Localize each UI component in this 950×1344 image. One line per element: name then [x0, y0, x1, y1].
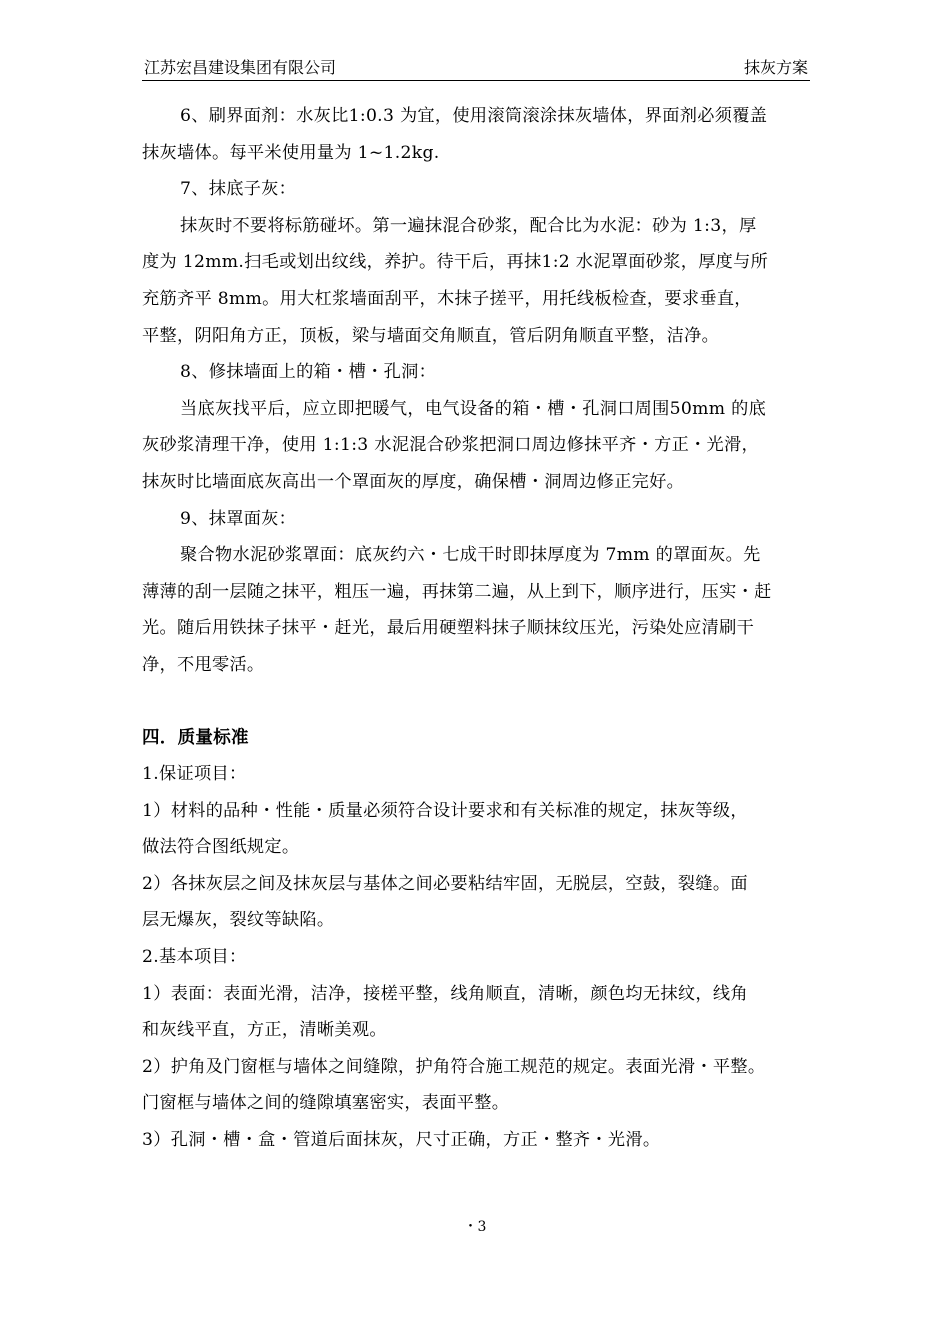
text-line: 抹灰时不要将标筋碰坏。第一遍抹混合砂浆，配合比为水泥：砂为 1:3，厚: [180, 215, 757, 236]
section-gap: [142, 684, 814, 720]
text-line: 9、抹罩面灰：: [180, 508, 297, 529]
page-number: ・3: [463, 1219, 487, 1235]
text-line: 6、刷界面剂：水灰比1:0.3 为宜，使用滚筒滚涂抹灰墙体，界面剂必须覆盖: [180, 106, 768, 126]
text-line: 当底灰找平后，应立即把暖气，电气设备的箱・槽・孔洞口周围50mm 的底: [180, 398, 767, 419]
section-line: 门窗框与墙体之间的缝隙填塞密实，表面平整。: [142, 1093, 510, 1114]
page-content: [142, 98, 814, 1159]
section-line: 和灰线平直，方正，清晰美观。: [142, 1020, 387, 1041]
text-line: 抹灰时比墙面底灰高出一个罩面灰的厚度，确保槽・洞周边修正完好。: [142, 471, 685, 492]
section-title: 四．质量标准: [142, 727, 249, 748]
text-line: 平整，阴阳角方正，顶板，梁与墙面交角顺直，管后阴角顺直平整，洁净。: [142, 325, 720, 346]
section-body: [142, 756, 814, 1159]
section-line: 2）护角及门窗框与墙体之间缝隙，护角符合施工规范的规定。表面光滑・平整。: [142, 1056, 766, 1077]
text-line: 抹灰墙体。每平米使用量为 1~1.2kg.: [142, 142, 440, 163]
section-line: 1.保证项目：: [142, 764, 247, 785]
section-line: 2）各抹灰层之间及抹灰层与基体之间必要粘结牢固，无脱层，空鼓，裂缝。面: [142, 873, 748, 894]
document-title: 抹灰方案: [743, 58, 808, 77]
section-line: 1）材料的品种・性能・质量必须符合设计要求和有关标准的规定，抹灰等级，: [142, 800, 748, 821]
section-line: 2.基本项目：: [142, 947, 247, 968]
section-line: 做法符合图纸规定。: [142, 837, 300, 858]
text-line: 净，不甩零活。: [142, 654, 265, 675]
text-line: 薄薄的刮一层随之抹平，粗压一遍，再抹第二遍，从上到下，顺序进行，压实・赶: [142, 581, 772, 602]
text-line: 8、修抹墙面上的箱・槽・孔洞：: [180, 362, 437, 383]
text-line: 灰砂浆清理干净，使用 1:1:3 水泥混合砂浆把洞口周边修抹平齐・方正・光滑，: [142, 435, 760, 456]
text-line: 7、抹底子灰：: [180, 179, 297, 200]
section-line: 层无爆灰，裂纹等缺陷。: [142, 910, 335, 931]
text-line: 度为 12mm.扫毛或划出纹线，养护。待干后，再抹1:2 水泥罩面砂浆，厚度与所: [142, 252, 769, 273]
section-line: 1）表面：表面光滑，洁净，接槎平整，线角顺直，清晰，颜色均无抹纹，线角: [142, 983, 748, 1004]
page-header: [142, 52, 810, 81]
text-line: 聚合物水泥砂浆罩面：底灰约六・七成干时即抹厚度为 7mm 的罩面灰。先: [180, 545, 761, 566]
body-text: [142, 98, 814, 684]
section-line: 3）孔洞・槽・盒・管道后面抹灰，尺寸正确，方正・整齐・光滑。: [142, 1130, 661, 1151]
company-name: 江苏宏昌建设集团有限公司: [144, 58, 337, 77]
text-line: 光。随后用铁抹子抹平・赶光，最后用硬塑料抹子顺抹纹压光，污染处应清刷干: [142, 618, 755, 639]
text-line: 充筋齐平 8mm。用大杠浆墙面刮平，木抹子搓平，用托线板检查，要求垂直，: [142, 288, 752, 309]
